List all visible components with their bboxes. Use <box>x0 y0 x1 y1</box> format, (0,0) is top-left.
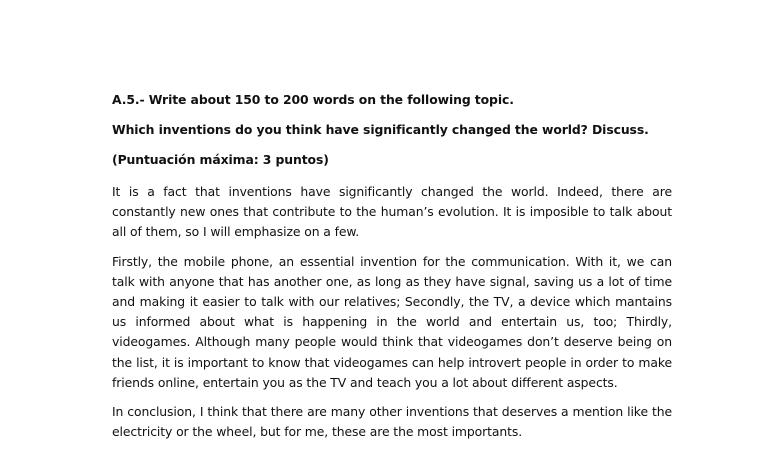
paragraph-body: Firstly, the mobile phone, an essential invention for the communication. With it, we can talk with anyone that has another one, as long as they have signal, saving us a lot of time and making it easier to talk with our relatives; Secondly, the TV, a device which mantains us informed about what is happening in the world and entertain us, too; Thirdly, videogames. Although many people would think that videogames don’t deserve being on the list, it is important to know that videogames can help introvert people in order to make friends online, entertain you as the TV and teach you a lot about different aspects. <box>112 253 672 390</box>
question-heading: Which inventions do you think have significantly changed the world? Discuss. <box>112 122 649 137</box>
task-heading: A.5.- Write about 150 to 200 words on the following topic. <box>112 92 514 107</box>
paragraph-conclusion: In conclusion, I think that there are many other inventions that deserves a mention like the electricity or the wheel, but for me, these are the most importants. <box>112 404 672 440</box>
paragraph-intro: It is a fact that inventions have significantly changed the world. Indeed, there are constantly new ones that contribute to the human’s evolution. It is imposible to talk about all of them, so I will emphasize on a few. <box>112 184 672 240</box>
score-heading: (Puntuación máxima: 3 puntos) <box>112 152 329 167</box>
document-body <box>112 92 672 451</box>
